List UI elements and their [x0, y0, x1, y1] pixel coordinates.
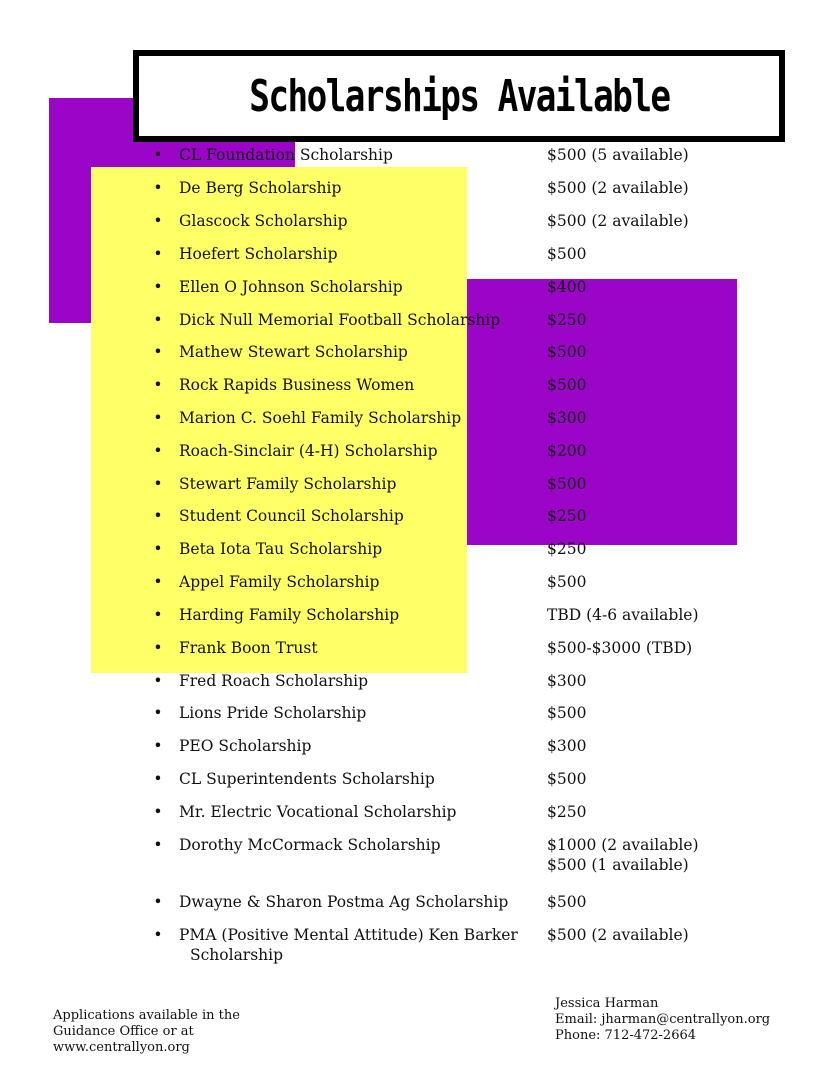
scholarship-name [179, 573, 524, 593]
scholarship-amount-line: $250 [547, 311, 587, 329]
contact-info [555, 996, 770, 1044]
scholarship-name-continued: Scholarship [190, 945, 284, 964]
scholarship-name [179, 475, 524, 495]
scholarship-amount-line: $500 (1 available) [547, 855, 689, 874]
scholarship-name-text: CL Foundation Scholarship [179, 146, 393, 164]
scholarship-amount [547, 245, 817, 265]
scholarship-name-text: PMA (Positive Mental Attitude) Ken Barker [179, 926, 518, 944]
scholarship-amount-line: $300 [547, 409, 587, 427]
scholarship-amount-line: $250 [547, 803, 587, 821]
scholarship-amount [547, 836, 817, 875]
scholarship-name-text: Harding Family Scholarship [179, 606, 400, 624]
scholarship-amount [547, 803, 817, 823]
applications-note [53, 1008, 240, 1056]
scholarship-name [179, 704, 524, 724]
scholarship-amount-line: $500 [547, 893, 587, 911]
scholarship-name-text: Student Council Scholarship [179, 507, 404, 525]
bullet-icon: • [153, 343, 163, 361]
scholarship-amount [547, 573, 817, 593]
applications-note-line-3: www.centrallyon.org [53, 1040, 190, 1055]
scholarship-amount-line: $500 [547, 475, 587, 493]
scholarship-amount [547, 507, 817, 527]
page-title: Scholarships Available [248, 70, 670, 122]
scholarship-name-text: Appel Family Scholarship [179, 573, 380, 591]
scholarship-amount-line: $200 [547, 442, 587, 460]
scholarship-name-text: Lions Pride Scholarship [179, 704, 367, 722]
scholarship-amount-line: $500 (2 available) [547, 212, 689, 230]
scholarship-name-text: PEO Scholarship [179, 737, 312, 755]
scholarship-amount-line: $500 [547, 770, 587, 788]
scholarship-name [179, 278, 524, 298]
scholarship-amount-line: $500 [547, 376, 587, 394]
bullet-icon: • [153, 606, 163, 624]
bullet-icon: • [153, 179, 163, 197]
bullet-icon: • [153, 311, 163, 329]
bullet-icon: • [153, 442, 163, 460]
bullet-icon: • [153, 278, 163, 296]
scholarship-name [179, 376, 524, 396]
scholarship-name-text: Mathew Stewart Scholarship [179, 343, 408, 361]
scholarship-name-text: Rock Rapids Business Women [179, 376, 415, 394]
bullet-icon: • [153, 146, 163, 164]
scholarship-name [179, 639, 524, 659]
scholarship-name-text: Roach-Sinclair (4-H) Scholarship [179, 442, 438, 460]
bullet-icon: • [153, 704, 163, 722]
scholarship-name [179, 770, 524, 790]
scholarship-name [179, 803, 524, 823]
scholarship-name-text: Dorothy McCormack Scholarship [179, 836, 441, 854]
scholarship-amount [547, 672, 817, 692]
scholarship-name-text: De Berg Scholarship [179, 179, 342, 197]
scholarship-name-text: Stewart Family Scholarship [179, 475, 397, 493]
scholarship-amount-line: $1000 (2 available) [547, 836, 699, 854]
bullet-icon: • [153, 212, 163, 230]
scholarship-name [179, 245, 524, 265]
scholarship-name [179, 146, 524, 166]
scholarship-name-text: Frank Boon Trust [179, 639, 318, 657]
scholarship-amount-line: $500 [547, 343, 587, 361]
scholarship-amount-line: $500 [547, 704, 587, 722]
scholarship-name [179, 343, 524, 363]
scholarship-amount [547, 540, 817, 560]
bullet-icon: • [153, 573, 163, 591]
bullet-icon: • [153, 639, 163, 657]
bullet-icon: • [153, 409, 163, 427]
applications-note-line-1: Applications available in the [53, 1008, 240, 1023]
scholarship-amount-line: $500 (2 available) [547, 926, 689, 944]
scholarship-name [179, 672, 524, 692]
scholarship-amount-line: $500 (5 available) [547, 146, 689, 164]
scholarship-name-text: Mr. Electric Vocational Scholarship [179, 803, 457, 821]
contact-email: Email: jharman@centrallyon.org [555, 1012, 771, 1027]
scholarship-amount [547, 376, 817, 396]
bullet-icon: • [153, 803, 163, 821]
scholarship-amount [547, 893, 817, 913]
scholarship-amount [547, 926, 817, 946]
scholarship-amount [547, 409, 817, 429]
scholarship-name [179, 540, 524, 560]
scholarship-name [179, 836, 524, 856]
scholarship-amount-line: $250 [547, 507, 587, 525]
scholarship-name-text: CL Superintendents Scholarship [179, 770, 435, 788]
scholarship-amount-line: $300 [547, 672, 587, 690]
scholarship-name-text: Marion C. Soehl Family Scholarship [179, 409, 462, 427]
scholarship-amount [547, 475, 817, 495]
bullet-icon: • [153, 540, 163, 558]
title-box [133, 50, 785, 142]
scholarship-amount [547, 278, 817, 298]
scholarship-amount [547, 704, 817, 724]
scholarship-amount-line: $500 (2 available) [547, 179, 689, 197]
scholarship-amount [547, 179, 817, 199]
bullet-icon: • [153, 376, 163, 394]
scholarship-amount-line: $500 [547, 573, 587, 591]
scholarship-amount [547, 343, 817, 363]
bullet-icon: • [153, 926, 163, 944]
applications-note-line-2: Guidance Office or at [53, 1024, 194, 1039]
scholarship-name [179, 926, 524, 965]
scholarship-name [179, 311, 524, 331]
scholarship-name-text: Dwayne & Sharon Postma Ag Scholarship [179, 893, 509, 911]
scholarship-amount-line: $500 [547, 245, 587, 263]
bullet-icon: • [153, 836, 163, 854]
scholarship-name [179, 442, 524, 462]
contact-name: Jessica Harman [555, 996, 659, 1011]
scholarship-name-text: Fred Roach Scholarship [179, 672, 369, 690]
scholarship-name [179, 179, 524, 199]
scholarship-amount [547, 212, 817, 232]
scholarship-name [179, 409, 524, 429]
scholarship-name-text: Glascock Scholarship [179, 212, 348, 230]
scholarship-amount-line: $400 [547, 278, 587, 296]
scholarship-name [179, 212, 524, 232]
bullet-icon: • [153, 770, 163, 788]
scholarship-amount [547, 737, 817, 757]
scholarship-amount-line: $500-$3000 (TBD) [547, 639, 693, 657]
scholarship-amount [547, 311, 817, 331]
scholarship-amount [547, 606, 817, 626]
scholarship-amount-line: TBD (4-6 available) [547, 606, 699, 624]
scholarship-name [179, 507, 524, 527]
scholarship-name [179, 893, 524, 913]
bullet-icon: • [153, 245, 163, 263]
contact-phone: Phone: 712-472-2664 [555, 1028, 697, 1043]
scholarship-amount-line: $250 [547, 540, 587, 558]
scholarship-name-text: Ellen O Johnson Scholarship [179, 278, 403, 296]
scholarship-name-text: Dick Null Memorial Football Scholarship [179, 311, 501, 329]
bullet-icon: • [153, 893, 163, 911]
bullet-icon: • [153, 672, 163, 690]
scholarship-name [179, 606, 524, 626]
scholarship-amount [547, 146, 817, 166]
scholarship-amount-line: $300 [547, 737, 587, 755]
bullet-icon: • [153, 507, 163, 525]
scholarship-name-text: Beta Iota Tau Scholarship [179, 540, 383, 558]
scholarship-amount [547, 442, 817, 462]
scholarship-name-text: Hoefert Scholarship [179, 245, 338, 263]
bullet-icon: • [153, 475, 163, 493]
scholarship-amount [547, 770, 817, 790]
scholarship-amount [547, 639, 817, 659]
bullet-icon: • [153, 737, 163, 755]
scholarship-name [179, 737, 524, 757]
